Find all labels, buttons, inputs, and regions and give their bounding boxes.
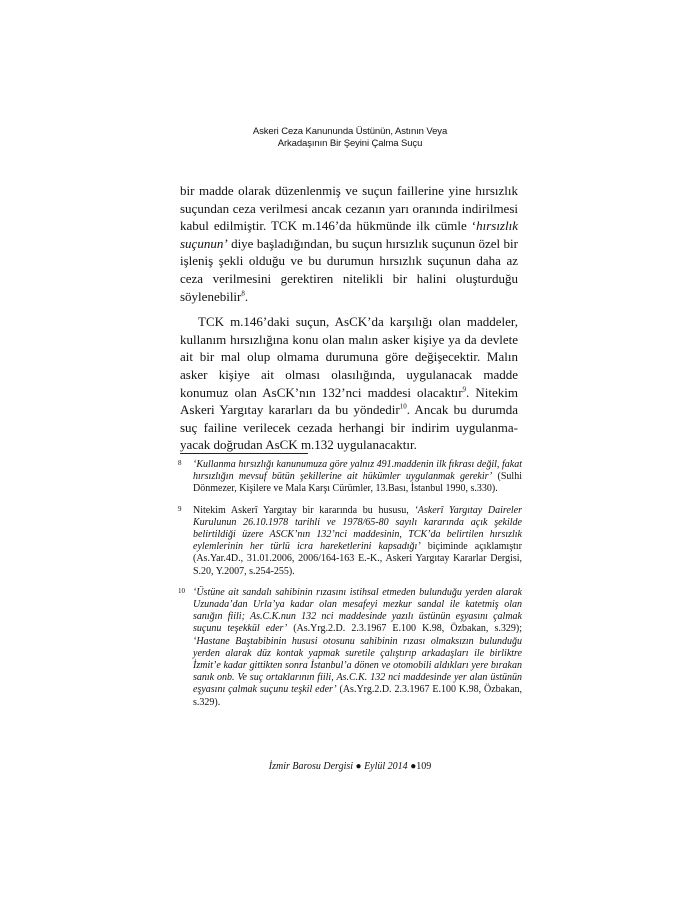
footnote-9-quote: ‘Askerî Yargıtay Daireler Kurulunun 26.10.1978 tarihli ve 1978/65-80 sayılı kararında açık şekilde belirtildiği üzere ASCK’nın 132’nci maddesinin, TCK’da belirtilen hırsızlık eylemlerinin her türlü icra hareketlerini kapsadığı’: [193, 504, 522, 553]
paragraph-2: [180, 313, 518, 454]
footnote-number: 9: [178, 504, 182, 513]
footnote-10-quote-2: ‘Hastane Baştabibinin hususi otosunu sahibinin rızası olmaksızın bulunduğu yerden alarak düz kontak yapmak suretile çalıştırıp arkadaşları ile birliktre İzmit’e kadar gittikten sonra İstanbul’a dönen ve otomobili aldıkları yere bırakan sanık onb. Ve suç ortaklarının fiili, As.C.K. 132 nci maddesinde yer alan üstünün eşyasını çalmak suçunu teşkil eder’: [193, 635, 522, 696]
footnote-number: 8: [178, 459, 182, 467]
running-header-line-1: Askeri Ceza Kanununda Üstünün, Astının Veya: [252, 126, 448, 137]
footnote-ref-8[interactable]: 8: [241, 289, 245, 298]
separator-dot: ●: [355, 761, 362, 772]
footnote-8-citation: (Sulhi Dönmezer, Kişilere ve Mala Karşı Cürümler, 13.Bası, İstanbul 1990, s.330).: [193, 471, 522, 495]
page-number: 109: [416, 761, 432, 772]
issue-date: Eylül 2014: [364, 761, 408, 772]
paragraph-1-text-a: bir madde olarak düzenlenmiş ve suçun faillerine yine hırsızlık suçundan ceza verilmesi ancak cezanın yarı oranında indirilmesi kabul edilmiştir. TCK m.146’da hükmünde ilk cümle ‘: [180, 183, 518, 234]
footnote-9: [176, 505, 522, 578]
footnote-10-citation-1: (As.Yrg.2.D. 2.3.1967 E.100 K.98, Özbakan, s.329);: [287, 623, 522, 635]
paragraph-2-text-b: . Nitekim Askeri Yargıtay kararları da bu yöndedir: [180, 384, 518, 418]
footnote-8: [176, 459, 522, 496]
paragraph-1: [180, 182, 518, 305]
page-footer: [150, 761, 550, 773]
footnote-ref-9[interactable]: 9: [462, 385, 467, 394]
footnote-9-text-a: Nitekim Askerî Yargıtay bir kararında bu hususu,: [193, 504, 415, 516]
footnote-10-citation-2: (As.Yrg.2.D. 2.3.1967 E.100 K.98, Özbakan, s.329).: [193, 684, 523, 708]
paragraph-2-text-a: TCK m.146’daki suçun, AsCK’da karşılığı olan maddeler, kullanım hırsızlığına konu olan malın asker kişiye ya da devlete ait bir mal olup olmama durumuna göre değişecektir. Malın asker kişiye ait olması olasılığında, uygulanacak madde konumuz olan AsCK’nın 132’nci maddesi olacaktır: [180, 314, 518, 400]
main-text: [180, 182, 518, 454]
footnotes-section: [176, 459, 522, 718]
footnote-8-quote: ‘Kullanma hırsızlığı kanunumuza göre yalnız 491.maddenin ilk fıkrası değil, fakat hırsızlığın mevsuf bütün şekillerine ait hükümler uygulanmak gerekir’: [193, 459, 522, 483]
footnote-ref-10[interactable]: 10: [399, 402, 407, 411]
paragraph-2-text-c: . Ancak bu durumda suç failine verilecek cezada herhangi bir indirim uygulanma-yacak doğrudan AsCK m.132 uygulanacaktır.: [180, 402, 518, 453]
footnote-divider: [180, 453, 308, 454]
separator-dot: ●: [410, 761, 417, 772]
paragraph-1-italic-quote: hırsızlık suçunun’: [180, 218, 518, 251]
paragraph-1-text-b: diye başladığından, bu suçun hırsızlık suçunun özel bir işleniş şekli olduğu ve bu durumun hırsızlık suçunun daha az ceza verilmesini gerektiren nitelikli bir halini oluşturduğu söylenebilir: [180, 235, 518, 304]
footnote-10: [176, 587, 522, 709]
running-header-line-2: Arkadaşının Bir Şeyini Çalma Suçu: [277, 138, 423, 149]
footnote-9-text-b: biçiminde açıklamıştır (As.Yar.4D., 31.01.2006, 2006/164-163 E.-K., Askeri Yargıtay Kararlar Dergisi, S.20, Y.2007, s.254-255).: [193, 541, 522, 577]
running-header: [150, 126, 550, 150]
paragraph-1-text-c: .: [244, 288, 249, 304]
footnote-number: 10: [178, 586, 185, 595]
journal-name: İzmir Barosu Dergisi: [268, 761, 354, 772]
footnote-10-quote-1: ‘Üstüne ait sandalı sahibinin rızasını istihsal etmeden bulunduğu yerden alarak Uzunada’dan Urla’ya kadar olan mesafeyi mezkur sandal ile katetmiş olan sanığın fiili; As.C.K.nun 132 nci maddesinde yazılı üstünün eşyasını çalmak suçunu teşekkül eder’: [193, 586, 522, 635]
